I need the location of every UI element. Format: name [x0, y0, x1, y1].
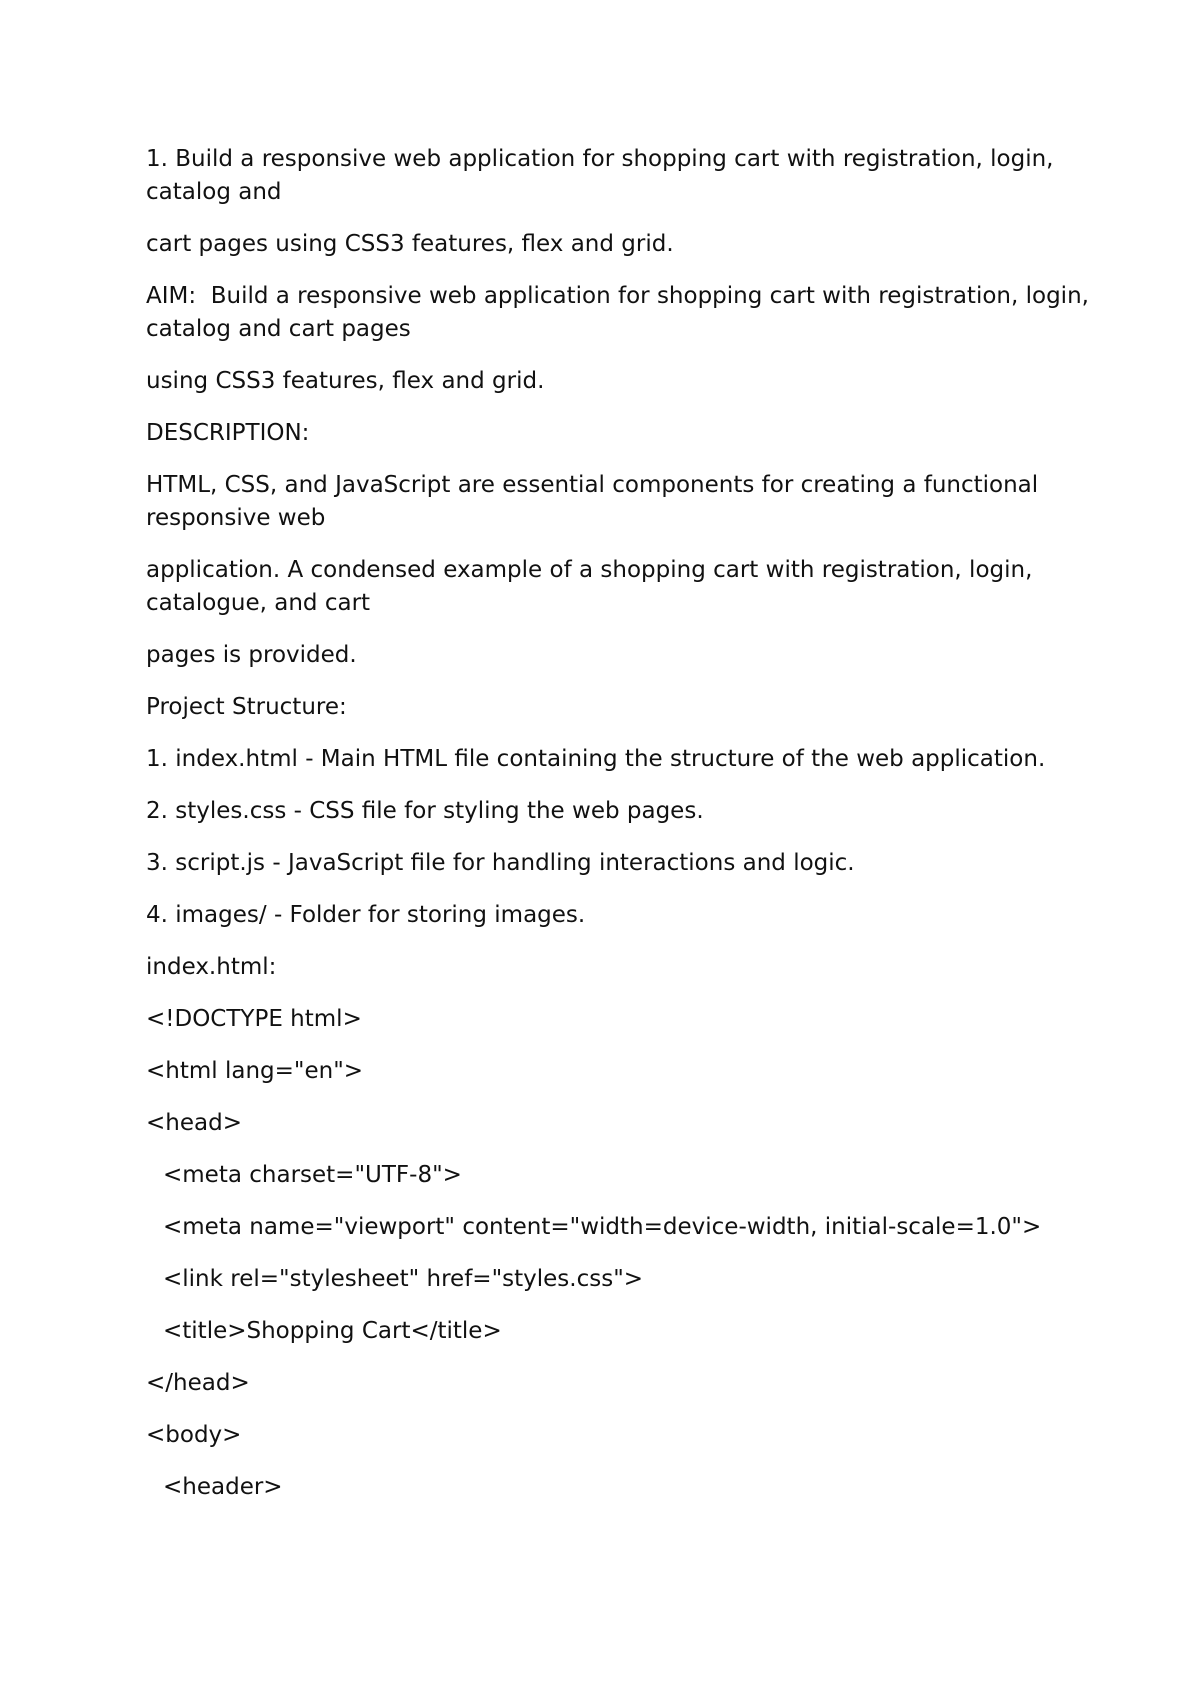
structure-item-images: 4. images/ - Folder for storing images. — [146, 902, 586, 928]
code-line-meta-viewport: <meta name="viewport" content="width=device-width, initial-scale=1.0"> — [163, 1214, 1042, 1240]
code-line-doctype: <!DOCTYPE html> — [146, 1006, 362, 1032]
code-line-body-open: <body> — [146, 1422, 242, 1448]
code-line-head-open: <head> — [146, 1110, 242, 1136]
index-html-heading: index.html: — [146, 954, 277, 980]
structure-item-index: 1. index.html - Main HTML file containing the structure of the web application. — [146, 746, 1046, 772]
description-line-2: application. A condensed example of a shopping cart with registration, login, catalogue, and cart — [146, 557, 1033, 616]
code-line-head-close: </head> — [146, 1370, 250, 1396]
project-structure-heading: Project Structure: — [146, 694, 347, 720]
code-line-title: <title>Shopping Cart</title> — [163, 1318, 502, 1344]
description-line-3: pages is provided. — [146, 642, 357, 668]
aim-line-2: using CSS3 features, flex and grid. — [146, 368, 545, 394]
task-heading-line-2: cart pages using CSS3 features, flex and grid. — [146, 231, 674, 257]
code-line-meta-charset: <meta charset="UTF-8"> — [163, 1162, 462, 1188]
code-line-header-open: <header> — [163, 1474, 283, 1500]
description-heading: DESCRIPTION: — [146, 420, 310, 446]
code-line-html-open: <html lang="en"> — [146, 1058, 364, 1084]
structure-item-styles: 2. styles.css - CSS file for styling the web pages. — [146, 798, 704, 824]
aim-line-1: AIM: Build a responsive web application for shopping cart with registration, login, catalog and cart pages — [146, 283, 1089, 342]
document-body — [146, 143, 1146, 1523]
code-line-link-stylesheet: <link rel="stylesheet" href="styles.css"> — [163, 1266, 644, 1292]
structure-item-script: 3. script.js - JavaScript file for handling interactions and logic. — [146, 850, 855, 876]
task-heading-line-1: 1. Build a responsive web application for shopping cart with registration, login, catalog and — [146, 146, 1054, 205]
description-line-1: HTML, CSS, and JavaScript are essential components for creating a functional responsive web — [146, 472, 1039, 531]
